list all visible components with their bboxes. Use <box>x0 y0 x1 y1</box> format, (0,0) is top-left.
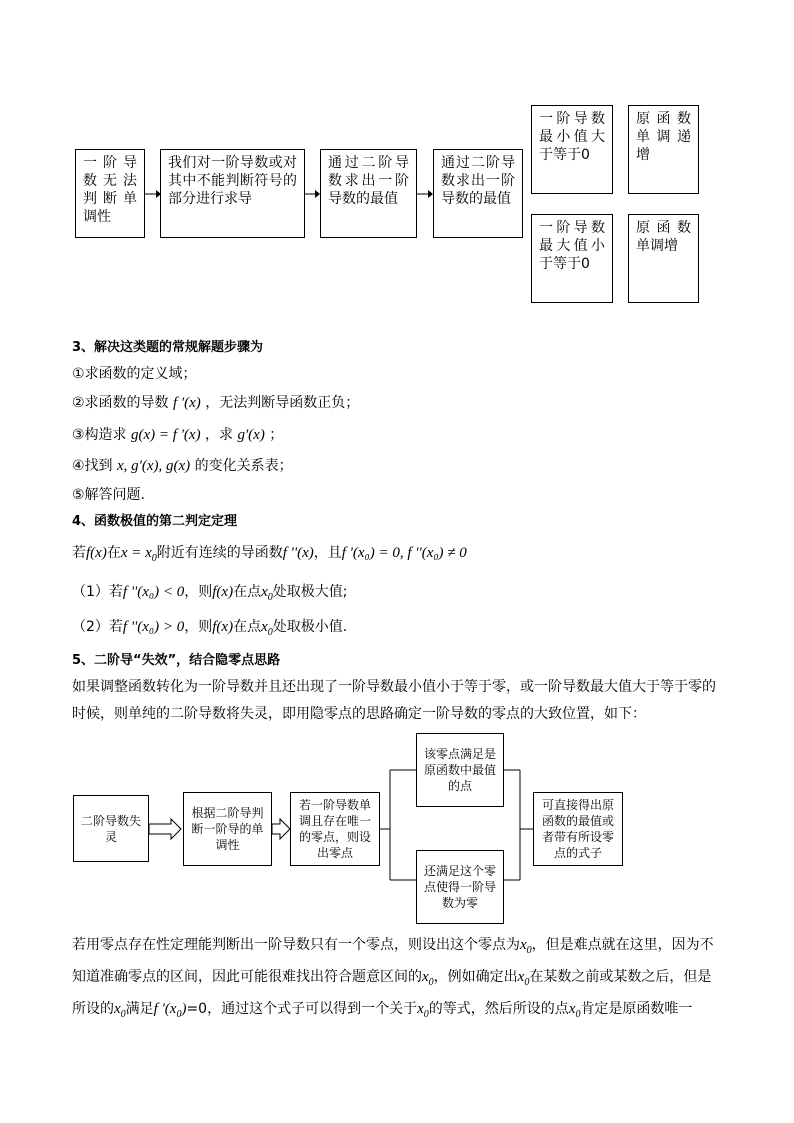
theorem-math-conditions: f '(x₀) = 0, f ''(x₀) ≠ 0 <box>341 545 467 561</box>
flow1-box-second-derivative <box>320 149 417 238</box>
fprime-prefix: f '(x <box>153 1001 177 1017</box>
x0-x: x <box>261 619 268 635</box>
final-x0-6 <box>568 1001 581 1020</box>
flow1-box5-text: 一阶导数最小值大于等于0 <box>539 111 605 163</box>
flow2-box5-text: 还满足这个零点使得一阶导数为零 <box>423 864 496 910</box>
x0-x: x <box>422 969 429 985</box>
flow2-box4-text: 该零点满足是原函数中最值的点 <box>423 747 496 793</box>
final-text-4: 在某数之前或某数之后，但是所设的 <box>72 969 712 1017</box>
case1-text-c: 在点 <box>233 584 262 600</box>
section3-step3 <box>72 425 283 445</box>
flow1-box6-text: 原函数单调递增 <box>636 111 691 163</box>
step4-math: x, g'(x), g(x) <box>117 458 191 474</box>
section4-case1 <box>72 582 347 608</box>
theorem-math-x-eq-x0 <box>120 545 157 564</box>
theorem-math-x-eq: x = x <box>120 545 152 561</box>
flow1-box-no-monotonic <box>75 149 145 238</box>
case2-x0 <box>261 619 273 638</box>
flow2-box-derivative-zero <box>416 850 504 924</box>
flow1-box7-text: 一阶导数最大值小于等于0 <box>539 220 605 272</box>
section3-step1: ①求函数的定义域； <box>72 366 197 382</box>
step3-math2: g'(x) <box>237 427 265 443</box>
case2-text-c: 在点 <box>233 619 262 635</box>
final-text-3: ，例如确定出 <box>433 969 518 985</box>
step3-text-b: ，求 <box>205 427 234 443</box>
final-paragraph <box>72 932 722 1028</box>
case1-text-b: ，则 <box>184 584 213 600</box>
theorem-text-d: ，且 <box>313 545 342 561</box>
final-x0-1 <box>520 937 532 956</box>
flow1-box-second-derivative-b <box>433 149 523 238</box>
case2-text-d: 处取极小值. <box>272 619 348 635</box>
flow2-box-judge-monotonicity <box>183 792 272 866</box>
flow2-box2-text: 根据二阶导判断一阶导的单调性 <box>191 806 264 852</box>
step3-text-c: ； <box>269 427 284 443</box>
flow2-box3-text: 若一阶导数单调且存在唯一的零点，则设出零点 <box>298 798 371 860</box>
subscript-0: 0 <box>151 553 157 564</box>
x0-sub: 0 <box>575 1009 581 1020</box>
section3-step5: ⑤解答问题. <box>72 487 146 503</box>
flow1-box3-text: 通过二阶导数求出一阶导数的最值 <box>328 155 409 207</box>
section3-step2 <box>72 393 359 413</box>
step2-text-b: ，无法判断导函数正负； <box>205 395 360 411</box>
flow2-box1-text: 二阶导数失灵 <box>80 813 141 844</box>
case2-text-a: （2）若 <box>72 619 123 635</box>
case1-text-d: 处取极大值; <box>272 584 348 600</box>
theorem-text-b: 在 <box>106 545 121 561</box>
flow1-box1-text: 一阶导数无法判断单调性 <box>83 155 137 225</box>
flow1-box-max-le-zero <box>531 214 613 303</box>
section3-heading: 3、解决这类题的常规解题步骤为 <box>72 340 264 355</box>
case1-x0 <box>261 584 273 603</box>
step2-math: f '(x) <box>173 395 201 411</box>
x0-sub: 0 <box>428 977 434 988</box>
theorem-text-a: 若 <box>72 545 86 561</box>
x0-sub: 0 <box>176 1009 182 1020</box>
x0-sub: 0 <box>423 1009 429 1020</box>
section4-case2 <box>72 617 347 643</box>
flow2-box-second-derivative-fails <box>73 795 149 862</box>
final-text-8: 肯定是原函数唯一 <box>580 1001 693 1017</box>
final-x0-2 <box>422 969 434 988</box>
final-text-1: 若用零点存在性定理能判断出一阶导数只有一个零点，则设出这个零点为 <box>72 937 520 953</box>
flow2-box-extremum-point <box>416 733 504 807</box>
final-text-2: ，但是难点就在这里，因为不知道准确零点的区间，因此可能很难找出符合题意区间的 <box>72 937 714 985</box>
section4-heading: 4、函数极值的第二判定定理 <box>72 514 238 529</box>
section3-step4 <box>72 456 293 476</box>
flow1-box4-text: 通过二阶导数求出一阶导数的最值 <box>441 155 515 207</box>
final-text-7: 的等式，然后所设的点 <box>428 1001 569 1017</box>
flow2-box-set-zero-point <box>290 792 380 866</box>
step4-text-a: ④找到 <box>72 458 113 474</box>
section4-theorem <box>72 543 467 569</box>
step3-text-a: ③构造求 <box>72 427 127 443</box>
x0-sub: 0 <box>267 592 273 603</box>
case1-math-fx: f(x) <box>212 584 234 600</box>
step2-text-a: ②求函数的导数 <box>72 395 169 411</box>
flow1-box2-text: 我们对一阶导数或对其中不能判断符号的部分进行求导 <box>168 155 297 207</box>
step4-text-b: 的变化关系表； <box>194 458 293 474</box>
section5-heading: 5、二阶导“失效”，结合隐零点思路 <box>72 653 281 668</box>
case1-math: f ''(x₀) < 0 <box>122 584 185 600</box>
x0-x: x <box>261 584 268 600</box>
final-fprime-x0: f '$(x_0)$ <box>153 1001 187 1020</box>
x0-sub: 0 <box>524 977 530 988</box>
x0-x: x <box>520 937 527 953</box>
flow2-box-result <box>533 792 623 866</box>
section5-paragraph: 如果调整函数转化为一阶导数并且还出现了一阶导数最小值小于等于零，或一阶导数最大值大于等于零的时候，则单纯的二阶导数将失灵，即用隐零点的思路确定一阶导数的零点的大致位置，如下： <box>72 679 716 722</box>
x0-x: x <box>568 1001 576 1017</box>
theorem-math-fpp: f ''(x) <box>282 545 314 561</box>
x0-x: x <box>417 1001 424 1017</box>
theorem-math-fx: f(x) <box>86 545 107 561</box>
flow2-box6-text: 可直接得出原函数的最值或者带有所设零点的式子 <box>541 798 614 860</box>
flow1-box8-text: 原函数单调增 <box>636 220 691 254</box>
final-x0-4 <box>114 1001 126 1020</box>
case2-text-b: ，则 <box>184 619 213 635</box>
x0-sub: 0 <box>267 627 273 638</box>
final-x0-5 <box>417 1001 429 1020</box>
case2-math-fx: f(x) <box>212 619 234 635</box>
step3-math1: g(x) = f '(x) <box>131 427 201 443</box>
x0-sub: 0 <box>120 1009 126 1020</box>
final-x0-3 <box>517 969 530 988</box>
x0-sub: 0 <box>526 945 532 956</box>
flow1-box-min-ge-zero <box>531 105 613 194</box>
flow1-box-increasing-b <box>628 214 699 303</box>
case1-text-a: （1）若 <box>72 584 123 600</box>
flow1-box-increasing <box>628 105 699 194</box>
x0-x: x <box>517 969 525 985</box>
final-text-6: =0，通过这个式子可以得到一个关于 <box>186 1001 418 1017</box>
flow1-box-derive-again <box>160 149 305 238</box>
case2-math: f ''(x₀) > 0 <box>122 619 185 635</box>
theorem-text-c: 附近有连续的导函数 <box>156 545 283 561</box>
x0-x: x <box>114 1001 121 1017</box>
final-text-5: 满足 <box>125 1001 154 1017</box>
